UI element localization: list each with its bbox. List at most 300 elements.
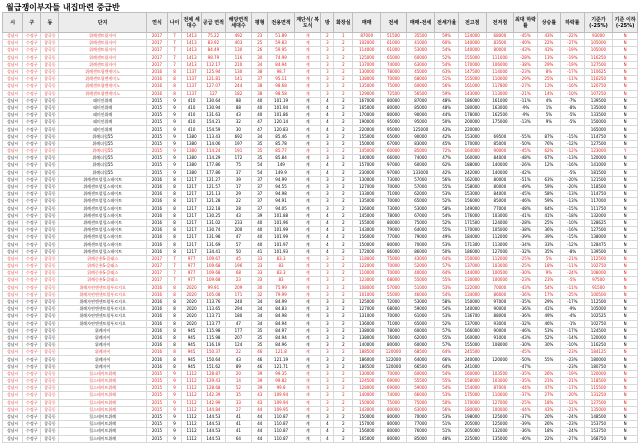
table-cell[interactable]: N xyxy=(613,54,638,61)
table-cell[interactable]: 계 xyxy=(294,68,321,75)
table-cell[interactable]: 2 xyxy=(334,413,353,420)
table-cell[interactable]: 410 xyxy=(181,97,201,104)
table-cell[interactable]: 8 xyxy=(168,183,182,190)
table-cell[interactable]: 3 xyxy=(321,349,334,356)
table-cell[interactable]: -5% xyxy=(561,277,584,284)
table-cell[interactable]: 121.13 xyxy=(202,191,225,198)
table-cell[interactable]: 성남시 xyxy=(3,119,23,126)
table-cell[interactable]: 위례더힐55 xyxy=(59,155,146,162)
table-cell[interactable]: 계 xyxy=(294,248,321,255)
table-cell[interactable]: 1% xyxy=(537,104,560,111)
table-cell[interactable]: 계 xyxy=(294,90,321,97)
table-cell[interactable]: 139500 xyxy=(584,248,613,255)
table-cell[interactable]: 창곡동 xyxy=(41,399,59,406)
table-cell[interactable]: N xyxy=(613,349,638,356)
table-cell[interactable]: 3 xyxy=(321,263,334,270)
table-cell[interactable]: 2 xyxy=(334,119,353,126)
table-row[interactable] xyxy=(3,176,638,183)
table-cell[interactable]: -27% xyxy=(561,435,584,442)
table-cell[interactable]: 126000 xyxy=(353,205,381,212)
table-cell[interactable]: 계 xyxy=(294,83,321,90)
table-cell[interactable]: 60% xyxy=(435,40,458,47)
table-cell[interactable]: 85000 xyxy=(406,148,435,155)
table-cell[interactable]: 75.99 xyxy=(268,284,295,291)
table-cell[interactable]: 2016 xyxy=(146,212,167,219)
table-cell[interactable]: 계 xyxy=(294,428,321,435)
table-cell[interactable]: -27% xyxy=(514,83,537,90)
table-cell[interactable]: 220000 xyxy=(353,126,381,133)
table-cell[interactable]: 35 xyxy=(252,327,268,334)
table-cell[interactable]: 131000 xyxy=(353,313,381,320)
table-cell[interactable]: 수정구 xyxy=(23,176,41,183)
table-cell[interactable]: 65000 xyxy=(381,133,407,140)
table-cell[interactable]: 2016 xyxy=(146,76,167,83)
table-cell[interactable]: -30% xyxy=(514,270,537,277)
table-cell[interactable]: 98.79 xyxy=(202,54,225,61)
table-cell[interactable]: 70000 xyxy=(406,241,435,248)
table-cell[interactable]: -12% xyxy=(561,399,584,406)
table-cell[interactable]: 3 xyxy=(321,413,334,420)
table-cell[interactable]: 150.37 xyxy=(202,349,225,356)
table-cell[interactable]: 100500 xyxy=(584,291,613,298)
table-cell[interactable]: 135000 xyxy=(353,198,381,205)
table-cell[interactable]: 186000 xyxy=(458,248,486,255)
table-cell[interactable]: 54% xyxy=(435,291,458,298)
table-cell[interactable]: 2016 xyxy=(146,234,167,241)
table-cell[interactable]: 40 xyxy=(252,227,268,234)
table-cell[interactable]: -45% xyxy=(514,148,537,155)
table-cell[interactable]: 74000 xyxy=(381,392,407,399)
table-cell[interactable]: 118500 xyxy=(584,378,613,385)
table-cell[interactable]: 1380 xyxy=(181,148,201,155)
table-cell[interactable]: 118000 xyxy=(353,255,381,262)
table-cell[interactable]: 22% xyxy=(537,435,560,442)
table-cell[interactable]: 85000 xyxy=(486,198,514,205)
table-cell[interactable]: 54% xyxy=(435,370,458,377)
table-cell[interactable]: 힐스테이트위례 xyxy=(59,399,146,406)
table-cell[interactable]: 130000 xyxy=(353,370,381,377)
table-cell[interactable]: 52% xyxy=(537,334,560,341)
table-cell[interactable]: 2015 xyxy=(146,148,167,155)
table-cell[interactable]: 30% xyxy=(537,342,560,349)
table-cell[interactable]: 위례더힐55 xyxy=(59,140,146,147)
table-row[interactable] xyxy=(3,313,638,320)
table-cell[interactable]: -13% xyxy=(561,198,584,205)
table-cell[interactable]: 계 xyxy=(294,148,321,155)
table-cell[interactable]: 위례센트럴힐스테이트 xyxy=(59,183,146,190)
table-cell[interactable]: -20% xyxy=(561,176,584,183)
table-cell[interactable]: 7 xyxy=(168,33,182,40)
table-cell[interactable]: 2015 xyxy=(146,413,167,420)
table-cell[interactable]: 110625 xyxy=(584,68,613,75)
table-row[interactable] xyxy=(3,263,638,270)
table-cell[interactable]: 114000 xyxy=(486,68,514,75)
table-cell[interactable]: -21% xyxy=(561,255,584,262)
table-cell[interactable]: 89 xyxy=(225,363,252,370)
table-cell[interactable]: 140000 xyxy=(458,47,486,54)
table-cell[interactable]: 창곡동 xyxy=(41,385,59,392)
table-cell[interactable]: 144000 xyxy=(458,270,486,277)
table-cell[interactable]: 140000 xyxy=(486,169,514,176)
column-header[interactable]: 방 xyxy=(321,13,334,33)
table-cell[interactable]: 47 xyxy=(252,126,268,133)
table-cell[interactable]: -23% xyxy=(514,68,537,75)
table-cell[interactable]: 125000 xyxy=(486,421,514,428)
table-cell[interactable]: -19% xyxy=(561,61,584,68)
table-cell[interactable]: 65000 xyxy=(381,54,407,61)
table-cell[interactable]: 14% xyxy=(537,90,560,97)
table-cell[interactable]: 62000 xyxy=(406,191,435,198)
table-cell[interactable]: 94.91 xyxy=(268,198,295,205)
table-cell[interactable]: 계 xyxy=(294,327,321,334)
table-cell[interactable]: -4% xyxy=(561,313,584,320)
table-cell[interactable]: 수정구 xyxy=(23,385,41,392)
table-cell[interactable]: N xyxy=(613,119,638,126)
table-cell[interactable]: N xyxy=(613,306,638,313)
table-cell[interactable]: 43 xyxy=(225,212,252,219)
table-cell[interactable]: 113.65 xyxy=(202,306,225,313)
table-cell[interactable]: 창곡동 xyxy=(41,183,59,190)
table-cell[interactable]: -17% xyxy=(561,298,584,305)
table-cell[interactable]: -36% xyxy=(514,291,537,298)
table-cell[interactable]: 창곡동 xyxy=(41,378,59,385)
table-cell[interactable]: 창곡동 xyxy=(41,349,59,356)
table-cell[interactable]: 2016 xyxy=(146,298,167,305)
table-cell[interactable]: 계 xyxy=(294,133,321,140)
table-cell[interactable]: 61000 xyxy=(381,47,407,54)
table-cell[interactable]: 계 xyxy=(294,378,321,385)
table-cell[interactable]: 9 xyxy=(168,133,182,140)
table-cell[interactable]: 9 xyxy=(168,435,182,442)
table-cell[interactable]: 103000 xyxy=(486,378,514,385)
table-cell[interactable]: 149000 xyxy=(458,205,486,212)
table-cell[interactable]: 84.94 xyxy=(268,61,295,68)
table-cell[interactable]: 2 xyxy=(334,356,353,363)
table-cell[interactable]: 2016 xyxy=(146,349,167,356)
table-cell[interactable]: 144.84 xyxy=(202,406,225,413)
table-cell[interactable]: 153000 xyxy=(458,191,486,198)
table-cell[interactable]: 977 xyxy=(181,270,201,277)
table-row[interactable] xyxy=(3,112,638,119)
table-cell[interactable]: 160000 xyxy=(458,370,486,377)
table-cell[interactable]: 1217 xyxy=(181,227,201,234)
table-cell[interactable]: 2 xyxy=(334,327,353,334)
table-cell[interactable]: 110000 xyxy=(486,76,514,83)
table-cell[interactable]: 창곡동 xyxy=(41,140,59,147)
table-cell[interactable]: 128.87 xyxy=(202,370,225,377)
column-header[interactable]: 전체 세대수 xyxy=(181,13,201,33)
table-cell[interactable]: 계 xyxy=(294,277,321,284)
table-cell[interactable]: N xyxy=(613,435,638,442)
table-cell[interactable]: 42% xyxy=(435,133,458,140)
table-cell[interactable]: 3 xyxy=(321,54,334,61)
table-cell[interactable]: 75000 xyxy=(381,255,407,262)
table-cell[interactable]: 30 xyxy=(252,284,268,291)
table-cell[interactable]: 205000 xyxy=(458,421,486,428)
table-cell[interactable]: 137000 xyxy=(458,320,486,327)
table-cell[interactable]: 8 xyxy=(168,76,182,83)
table-cell[interactable]: 8 xyxy=(168,234,182,241)
table-cell[interactable]: 3 xyxy=(321,406,334,413)
table-cell[interactable]: 80000 xyxy=(381,413,407,420)
table-cell[interactable]: 105.08 xyxy=(202,291,225,298)
table-cell[interactable]: 78000 xyxy=(381,327,407,334)
table-cell[interactable]: -25% xyxy=(514,255,537,262)
column-header[interactable]: 공급 면적 xyxy=(202,13,225,33)
table-cell[interactable]: -30% xyxy=(514,342,537,349)
table-cell[interactable]: 121.71 xyxy=(268,363,295,370)
table-row[interactable] xyxy=(3,270,638,277)
table-cell[interactable]: 80000 xyxy=(486,183,514,190)
table-cell[interactable]: 207 xyxy=(225,334,252,341)
table-cell[interactable]: 105000 xyxy=(584,47,613,54)
table-cell[interactable]: 64000 xyxy=(406,356,435,363)
table-cell[interactable]: 110000 xyxy=(353,270,381,277)
table-cell[interactable]: 101.94 xyxy=(268,104,295,111)
table-cell[interactable]: 85000 xyxy=(406,104,435,111)
table-row[interactable] xyxy=(3,198,638,205)
table-cell[interactable]: 51% xyxy=(435,428,458,435)
table-cell[interactable]: -38% xyxy=(514,227,537,234)
table-cell[interactable]: 121.19 xyxy=(268,356,295,363)
table-cell[interactable]: 위례더힐55 xyxy=(59,148,146,155)
table-cell[interactable]: 55% xyxy=(435,183,458,190)
table-cell[interactable]: 2 xyxy=(334,277,353,284)
table-cell[interactable]: 150.64 xyxy=(202,356,225,363)
table-cell[interactable]: -12% xyxy=(561,148,584,155)
table-cell[interactable]: 80000 xyxy=(381,97,407,104)
table-cell[interactable]: -36% xyxy=(514,306,537,313)
table-cell[interactable]: 성남시 xyxy=(3,212,23,219)
table-cell[interactable]: 위례더힐55 xyxy=(59,169,146,176)
table-cell[interactable]: 47 xyxy=(225,320,252,327)
table-cell[interactable]: 121.28 xyxy=(202,198,225,205)
table-cell[interactable]: 수정구 xyxy=(23,112,41,119)
table-cell[interactable]: 70000 xyxy=(486,284,514,291)
table-cell[interactable]: -29% xyxy=(514,76,537,83)
table-cell[interactable]: 128475 xyxy=(584,241,613,248)
table-cell[interactable]: 57% xyxy=(435,263,458,270)
table-cell[interactable]: 37 xyxy=(252,76,268,83)
table-cell[interactable]: 성남시 xyxy=(3,413,23,420)
table-cell[interactable]: 64% xyxy=(435,363,458,370)
table-cell[interactable]: 70000 xyxy=(406,413,435,420)
table-cell[interactable]: 2016 xyxy=(146,83,167,90)
table-cell[interactable]: -45% xyxy=(514,349,537,356)
table-cell[interactable]: 수정구 xyxy=(23,277,41,284)
table-cell[interactable]: 8 xyxy=(168,227,182,234)
table-row[interactable] xyxy=(3,277,638,284)
table-cell[interactable]: 힐스테이트위례 xyxy=(59,435,146,442)
table-cell[interactable]: 80000 xyxy=(381,428,407,435)
table-cell[interactable]: 127.07 xyxy=(202,83,225,90)
table-cell[interactable]: 124000 xyxy=(486,219,514,226)
table-cell[interactable]: -17% xyxy=(561,327,584,334)
table-cell[interactable]: 33 xyxy=(225,399,252,406)
table-cell[interactable]: N xyxy=(613,378,638,385)
table-cell[interactable]: 수정구 xyxy=(23,306,41,313)
table-cell[interactable]: 41 xyxy=(225,428,252,435)
table-cell[interactable]: 창곡동 xyxy=(41,392,59,399)
table-cell[interactable]: 2015 xyxy=(146,421,167,428)
table-cell[interactable]: 성남시 xyxy=(3,435,23,442)
table-cell[interactable]: 124500 xyxy=(353,378,381,385)
table-cell[interactable]: 43 xyxy=(225,356,252,363)
table-cell[interactable]: 30 xyxy=(225,126,252,133)
table-cell[interactable]: 53% xyxy=(435,241,458,248)
table-cell[interactable]: 131.63 xyxy=(202,112,225,119)
table-cell[interactable]: 110.87 xyxy=(268,413,295,420)
table-cell[interactable]: 180000 xyxy=(458,406,486,413)
table-cell[interactable]: 60000 xyxy=(406,162,435,169)
table-cell[interactable]: 성남시 xyxy=(3,162,23,169)
table-cell[interactable]: 위례자연앤센트럴푸르지오 xyxy=(59,298,146,305)
table-cell[interactable]: Y xyxy=(613,148,638,155)
table-cell[interactable]: 40000 xyxy=(406,270,435,277)
table-cell[interactable]: 181500 xyxy=(584,169,613,176)
table-cell[interactable]: 121500 xyxy=(584,176,613,183)
table-cell[interactable]: 65000 xyxy=(406,320,435,327)
table-cell[interactable]: 1217 xyxy=(181,183,201,190)
table-cell[interactable]: 2016 xyxy=(146,205,167,212)
table-cell[interactable]: 138000 xyxy=(353,334,381,341)
table-cell[interactable]: N xyxy=(613,205,638,212)
table-cell[interactable]: 127500 xyxy=(584,399,613,406)
table-row[interactable] xyxy=(3,428,638,435)
table-cell[interactable]: 49% xyxy=(435,234,458,241)
table-cell[interactable] xyxy=(486,349,514,356)
table-cell[interactable]: 2 xyxy=(334,97,353,104)
table-cell[interactable]: 3 xyxy=(321,385,334,392)
table-cell[interactable]: 86000 xyxy=(381,248,407,255)
table-cell[interactable]: 84.98 xyxy=(268,313,295,320)
table-cell[interactable]: 76000 xyxy=(381,334,407,341)
table-cell[interactable]: N xyxy=(613,97,638,104)
table-cell[interactable]: 55000 xyxy=(406,277,435,284)
table-cell[interactable]: 84.96 xyxy=(268,342,295,349)
table-cell[interactable]: 155000 xyxy=(353,219,381,226)
table-cell[interactable]: 43% xyxy=(435,126,458,133)
table-cell[interactable]: -37% xyxy=(514,413,537,420)
table-cell[interactable]: 창곡동 xyxy=(41,61,59,68)
table-cell[interactable]: 945 xyxy=(181,334,201,341)
table-cell[interactable]: 8 xyxy=(168,342,182,349)
table-cell[interactable]: N xyxy=(613,198,638,205)
table-cell[interactable]: -51% xyxy=(514,176,537,183)
table-cell[interactable]: -16% xyxy=(561,162,584,169)
table-cell[interactable]: 위례자이 xyxy=(59,363,146,370)
table-cell[interactable]: 155000 xyxy=(458,76,486,83)
table-cell[interactable]: 4 xyxy=(321,126,334,133)
table-cell[interactable]: 70000 xyxy=(381,76,407,83)
table-cell[interactable]: 수정구 xyxy=(23,133,41,140)
table-cell[interactable]: N xyxy=(613,133,638,140)
table-cell[interactable]: 2015 xyxy=(146,370,167,377)
table-cell[interactable]: 52 xyxy=(225,385,252,392)
table-cell[interactable]: 66000 xyxy=(406,392,435,399)
table-cell[interactable]: 1217 xyxy=(181,205,201,212)
table-cell[interactable]: 240000 xyxy=(458,356,486,363)
table-cell[interactable]: 1380 xyxy=(181,162,201,169)
table-cell[interactable]: 58% xyxy=(435,205,458,212)
table-cell[interactable]: 3 xyxy=(321,363,334,370)
table-cell[interactable]: 수정구 xyxy=(23,241,41,248)
table-cell[interactable]: 33 xyxy=(252,255,268,262)
table-cell[interactable]: 성남시 xyxy=(3,421,23,428)
table-cell[interactable]: 57000 xyxy=(381,284,407,291)
table-cell[interactable]: 79000 xyxy=(406,234,435,241)
column-header[interactable]: 전세 xyxy=(381,13,407,33)
table-cell[interactable]: 수정구 xyxy=(23,298,41,305)
table-cell[interactable]: 109.67 xyxy=(202,255,225,262)
table-cell[interactable]: 계 xyxy=(294,320,321,327)
table-cell[interactable]: 156000 xyxy=(458,198,486,205)
table-cell[interactable]: 성남시 xyxy=(3,90,23,97)
table-cell[interactable]: 창곡동 xyxy=(41,169,59,176)
table-cell[interactable]: 2015 xyxy=(146,162,167,169)
table-cell[interactable]: 위례중흥S-클래스 xyxy=(59,277,146,284)
table-cell[interactable]: 위례센트릴자이 xyxy=(59,54,146,61)
table-cell[interactable]: 3 xyxy=(321,270,334,277)
table-cell[interactable]: 창곡동 xyxy=(41,148,59,155)
table-cell[interactable]: -39% xyxy=(514,421,537,428)
table-cell[interactable]: 40 xyxy=(252,241,268,248)
table-cell[interactable]: 60000 xyxy=(381,148,407,155)
table-cell[interactable]: 2 xyxy=(334,76,353,83)
table-cell[interactable]: 74.99 xyxy=(268,54,295,61)
table-cell[interactable]: 수정구 xyxy=(23,162,41,169)
table-cell[interactable]: 186000 xyxy=(458,97,486,104)
table-cell[interactable]: 창곡동 xyxy=(41,162,59,169)
table-cell[interactable]: 성남시 xyxy=(3,169,23,176)
table-cell[interactable]: 성남시 xyxy=(3,363,23,370)
table-cell[interactable]: 성남시 xyxy=(3,284,23,291)
table-cell[interactable]: 수정구 xyxy=(23,248,41,255)
table-cell[interactable]: 125000 xyxy=(353,298,381,305)
column-header[interactable]: 최대 하락률 xyxy=(514,13,537,33)
table-cell[interactable]: 116250 xyxy=(584,76,613,83)
table-cell[interactable]: 83 xyxy=(268,277,295,284)
table-cell[interactable]: 위례자연앤센트럴푸르지오 xyxy=(59,320,146,327)
table-cell[interactable]: 창곡동 xyxy=(41,191,59,198)
table-cell[interactable]: 성남시 xyxy=(3,140,23,147)
table-cell[interactable]: 창곡동 xyxy=(41,248,59,255)
table-cell[interactable]: 76% xyxy=(537,140,560,147)
table-cell[interactable]: 2 xyxy=(334,212,353,219)
table-cell[interactable]: -21% xyxy=(561,378,584,385)
table-cell[interactable]: 계 xyxy=(294,97,321,104)
table-cell[interactable]: 2015 xyxy=(146,119,167,126)
table-cell[interactable]: 43% xyxy=(537,33,560,40)
table-cell[interactable]: 41 xyxy=(252,248,268,255)
table-cell[interactable]: 2 xyxy=(334,47,353,54)
table-cell[interactable]: 88 xyxy=(225,97,252,104)
table-cell[interactable]: 계 xyxy=(294,162,321,169)
table-cell[interactable]: 153750 xyxy=(584,428,613,435)
table-cell[interactable]: 힐스테이트위례 xyxy=(59,392,146,399)
table-cell[interactable]: 8 xyxy=(168,191,182,198)
table-cell[interactable]: 71000 xyxy=(381,320,407,327)
table-cell[interactable]: 41% xyxy=(537,212,560,219)
table-cell[interactable]: 241000 xyxy=(458,363,486,370)
table-cell[interactable]: 977 xyxy=(181,255,201,262)
table-cell[interactable]: 8% xyxy=(537,68,560,75)
table-cell[interactable]: 120000 xyxy=(381,349,407,356)
table-cell[interactable]: 70000 xyxy=(381,183,407,190)
table-cell[interactable]: 2017 xyxy=(146,33,167,40)
table-cell[interactable]: 창곡동 xyxy=(41,54,59,61)
table-cell[interactable]: 2 xyxy=(334,61,353,68)
